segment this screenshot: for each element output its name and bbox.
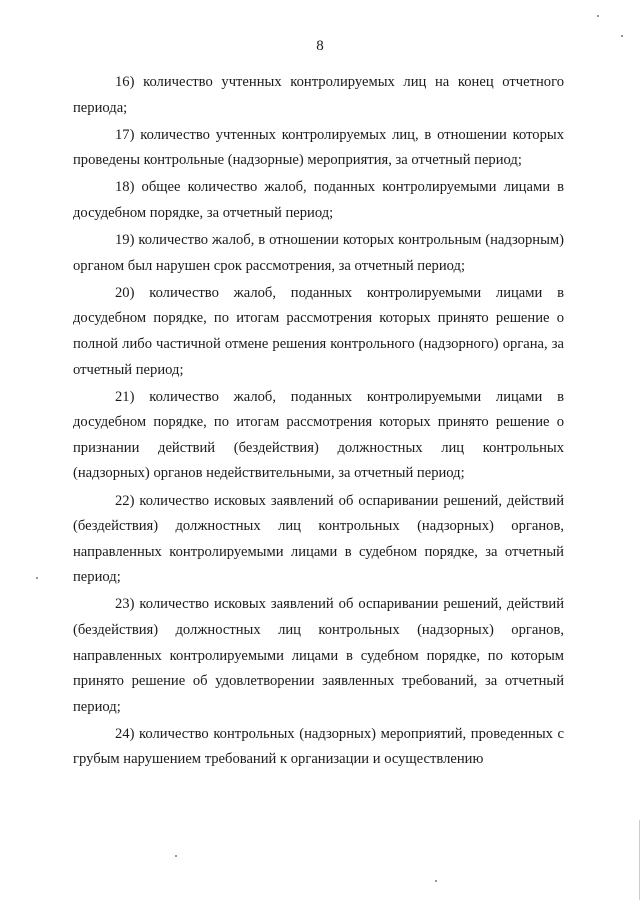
paragraph-item-18: 18) общее количество жалоб, поданных контролируемыми лицами в досудебном порядке, за отчетный период;: [73, 179, 564, 221]
scan-speck: [36, 577, 38, 579]
paragraph-item-23: 23) количество исковых заявлений об оспаривании решений, действий (бездействия) должностных лиц контрольных (надзорных) органов, направленных контролируемыми лицами в судебном порядке, по которым принято решение об удовлетворении заявленных требований, за отчетный период;: [73, 596, 564, 715]
paragraph-item-22: 22) количество исковых заявлений об оспаривании решений, действий (бездействия) должностных лиц контрольных (надзорных) органов, направленных контролируемыми лицами в судебном порядке, за отчетный период;: [73, 492, 564, 586]
paragraph-item-17: 17) количество учтенных контролируемых лиц, в отношении которых проведены контрольные (надзорные) мероприятия, за отчетный период;: [73, 126, 564, 169]
scan-speck: [175, 855, 177, 857]
scan-speck: [621, 35, 623, 37]
scan-speck: [597, 15, 599, 17]
paragraph-item-16: 16) количество учтенных контролируемых лиц на конец отчетного периода;: [73, 74, 564, 116]
paragraph-item-21: 21) количество жалоб, поданных контролируемыми лицами в досудебном порядке, по итогам рассмотрения которых принято решение о признании действий (бездействия) должностных лиц контрольных (надзорных) органов недействительными, за отчетный период;: [73, 388, 564, 482]
scan-speck: [435, 880, 437, 882]
paragraph-item-19: 19) количество жалоб, в отношении которых контрольным (надзорным) органом был нарушен срок рассмотрения, за отчетный период;: [73, 232, 564, 274]
paragraph-item-24: 24) количество контрольных (надзорных) мероприятий, проведенных с грубым нарушением требований к организации и осуществлению: [73, 725, 564, 768]
page-number: 8: [316, 38, 324, 54]
paragraph-item-20: 20) количество жалоб, поданных контролируемыми лицами в досудебном порядке, по итогам рассмотрения которых принято решение о полной либо частичной отмене решения контрольного (надзорного) органа, за отчетный период;: [73, 284, 564, 378]
document-body: [73, 70, 564, 775]
